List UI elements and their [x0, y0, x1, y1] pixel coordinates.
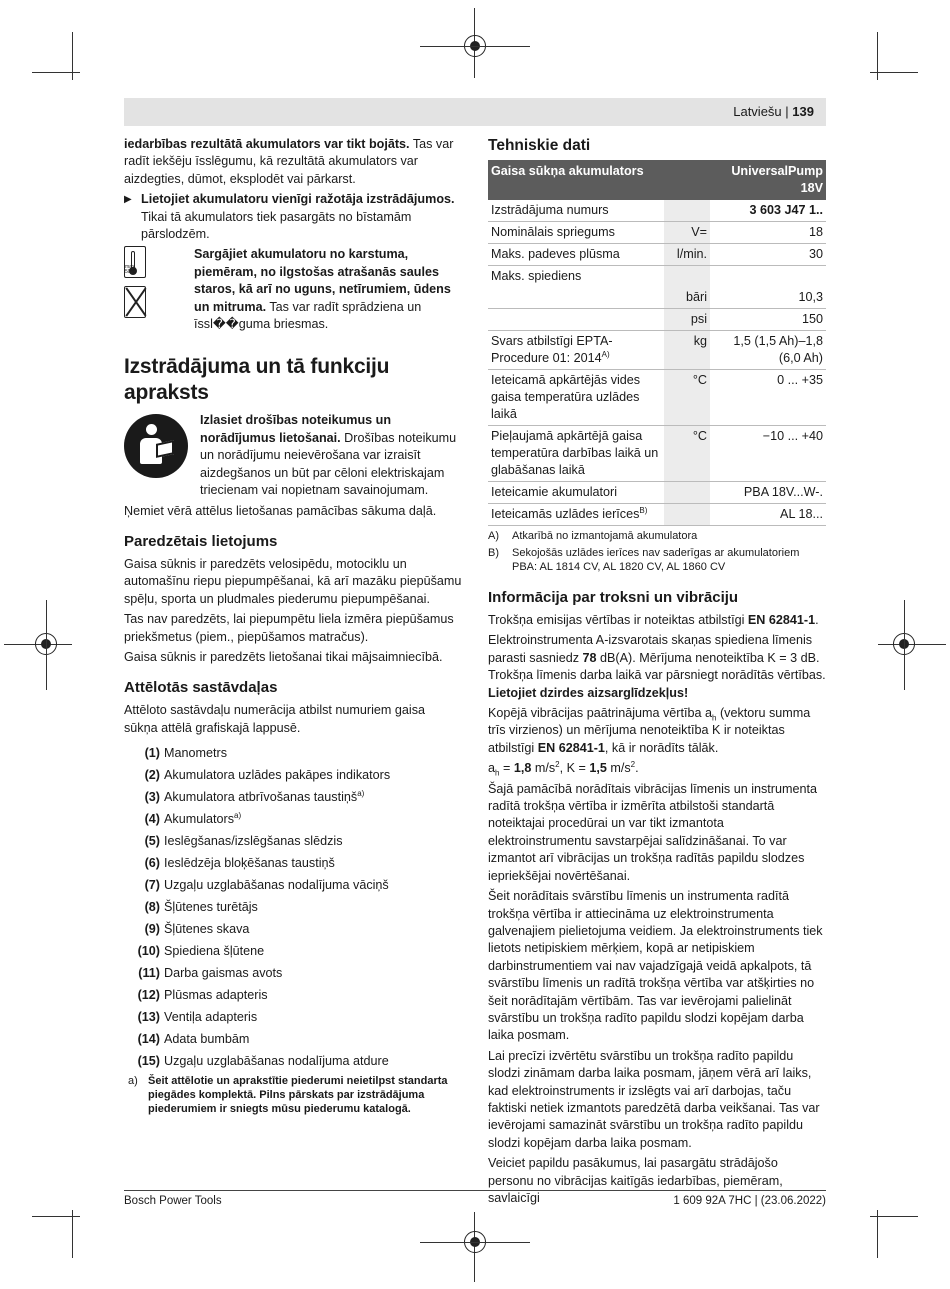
- tech-table-note: A) Atkarībā no izmantojamā akumulatora: [488, 530, 698, 542]
- vibration-extra-paragraph: Veiciet papildu pasākumus, lai pasargātu strādājošo personu no vibrācijas kaitīgās iedarbības, piemēram, savlaicīgi: [488, 1156, 783, 1205]
- no-water-icon: [124, 286, 146, 318]
- part-number: (3): [144, 790, 160, 805]
- read-manual-icon: [124, 414, 188, 478]
- tech-row-value: 30: [710, 244, 826, 266]
- parts-list-item: [124, 786, 462, 808]
- tech-row-value: PBA 18V...W-.: [710, 482, 826, 504]
- crop-mark-bottom-left: [72, 1210, 73, 1258]
- part-number: (14): [137, 1032, 160, 1047]
- tech-table-header: [488, 160, 826, 200]
- parts-list-item: [124, 1028, 462, 1050]
- usage-paragraph-2: Tas nav paredzēts, lai piepumpētu liela izmēra piepūšamus priekšmetus (piem., piepūšamos matračus).: [124, 612, 454, 644]
- tech-table-row: [488, 370, 826, 426]
- tech-row-label: [488, 287, 664, 309]
- tech-row-unit: [664, 482, 710, 504]
- tech-row-value: −10 ... +40: [710, 426, 826, 482]
- footer-doc-id: 1 609 92A 7HC | (23.06.2022): [673, 1195, 826, 1207]
- tech-table-notes: [488, 529, 826, 574]
- tech-table-row: [488, 244, 826, 266]
- noise-title: Informācija par troksni un vibrāciju: [488, 589, 739, 606]
- parts-footnote-text: Šeit attēlotie un aprakstītie piederumi neietilpst standarta piegādes komplektā. Pilns pārskats par izstrādājuma piederumiem ir sniegts mūsu piederumu katalogā.: [148, 1075, 448, 1116]
- vibration-main-paragraph: Šeit norādītais svārstību līmenis un instrumenta radītā trokšņa vērtība ir attiecināma uz elektroinstrumenta galvenajiem pielietojuma veidiem. Ja elektroinstruments tiek lietots netipiskiem mērķiem, kopā ar netipiskiem darbinstrumentiem vai nav vajadzīgajā veidā apkalpots, tā svārstību līmenis un radītā trokšņa vērtība var atšķirties no šeit norādītajām vērtībām. Tas var ievērojami palielināt svārstību un trokšņa radīto papildu slodzi kopējam darba laika posmam.: [488, 889, 823, 1043]
- parts-list-item: [124, 984, 462, 1006]
- vibration-values: $a_h = 1,8$ $m/s^2$, K = 1,5 $m/s^2$.: [488, 760, 639, 778]
- parts-list-item: [124, 764, 462, 786]
- part-label: Darba gaismas avots: [164, 966, 283, 981]
- part-label: Ieslēdzēja bloķēšanas taustiņš: [164, 856, 335, 871]
- part-label: Akumulatora atbrīvošanas taustiņš$^{a)}$: [164, 788, 365, 805]
- page-header: [124, 98, 826, 126]
- intro-paragraph: iedarbības rezultātā akumulators var tikt bojāts. Tas var radīt iekšēju īsslēgumu, kā rezultātā akumulators var aizdegties, dūmot, eksplodēt vai pārkarst.: [124, 137, 454, 186]
- tech-row-label: Ieteicamie akumulatori: [488, 482, 664, 504]
- part-number: (11): [138, 966, 160, 981]
- page-footer: [124, 1190, 826, 1210]
- crop-mark-bottom-right-h: [870, 1216, 918, 1217]
- registration-line-bottom-h: [420, 1242, 530, 1243]
- tech-row-unit: kg: [664, 331, 710, 370]
- tech-row-value: 150: [710, 309, 826, 331]
- vibration-level-paragraph: Šajā pamācībā norādītais vibrācijas līmenis un instrumenta radītā trokšņa vērtība ir izmērīta atbilstoši standartā noteiktajai procedūrai un var tikt izmantota elektroinstrumentu savstarpējai salīdzināšanai. To var izmantot arī vibrācijas un trokšņa radītās papildu slodzes iepriekšējai novērtēšanai.: [488, 781, 817, 883]
- parts-intro: Attēloto sastāvdaļu numerācija atbilst numuriem gaisa sūkņa attēlā grafiskajā lappusē.: [124, 703, 426, 735]
- parts-footnote: [124, 1074, 462, 1116]
- part-label: Šļūtenes skava: [164, 922, 250, 937]
- part-number: (13): [137, 1010, 160, 1025]
- tech-table-product: Gaisa sūkņa akumulators: [488, 160, 710, 200]
- tech-row-value: 1,5 (1,5 Ah)–1,8 (6,0 Ah): [710, 331, 826, 370]
- temperature-icon: [124, 246, 146, 278]
- part-label: Spiediena šļūtene: [164, 944, 265, 959]
- tech-row-label: Nominālais spriegums: [488, 222, 664, 244]
- parts-list-item: [124, 808, 462, 830]
- part-number: (1): [144, 746, 160, 761]
- parts-list-item: [124, 896, 462, 918]
- usage-paragraph-3: Gaisa sūknis ir paredzēts lietošanai tikai mājsaimniecībā.: [124, 649, 443, 664]
- read-instructions-block: [124, 412, 462, 502]
- parts-list: [124, 742, 462, 1072]
- header-separator: |: [785, 104, 789, 119]
- usage-paragraph-1: Gaisa sūknis ir paredzēts velosipēdu, motociklu un automašīnu riepu piepumpēšanai, kā arī mazāku piepūšamu spēļu, sporta un pludmales piederumu piepumpēšanai.: [124, 556, 462, 606]
- parts-list-item: [124, 1050, 462, 1072]
- tech-table-row: [488, 331, 826, 370]
- part-number: (2): [144, 768, 160, 783]
- parts-list-item: [124, 918, 462, 940]
- temperature-icon-caption: max. 50°C: [125, 264, 137, 276]
- header-text: [733, 103, 814, 120]
- tech-table-row: [488, 200, 826, 222]
- vibration-paragraph: Kopējā vibrācijas paātrinājuma vērtība $a_h$ (vektoru summa trīs virzienos) un mērījuma nenoteiktība K ir noteiktas atbilstīgi EN 62841-1, kā ir norādīts tālāk.: [488, 706, 811, 755]
- crop-mark-top-right-h: [870, 72, 918, 73]
- parts-list-item: [124, 874, 462, 896]
- parts-list-item: [124, 742, 462, 764]
- crop-mark-bottom-left-h: [32, 1216, 80, 1217]
- bullet-arrow-icon: ▶: [124, 194, 132, 206]
- tech-table-row: [488, 266, 826, 288]
- header-language: Latviešu: [733, 104, 782, 119]
- read-instructions-text: Izlasiet drošības noteikumus un norādījumus lietošanai. Drošības noteikumu un norādījumu neievērošana var izraisīt aizdegšanos un būt par cēloni elektriskajam triecienam vai nopietnam savainojumam.: [200, 413, 457, 498]
- parts-list-item: [124, 962, 462, 984]
- part-label: Plūsmas adapteris: [164, 988, 268, 1003]
- part-number: (7): [144, 878, 160, 893]
- right-column: [488, 136, 826, 1210]
- parts-list-item: [124, 1006, 462, 1028]
- part-label: Akumulatora uzlādes pakāpes indikators: [164, 768, 391, 783]
- parts-list-item: [124, 830, 462, 852]
- tech-title: Tehniskie dati: [488, 137, 591, 154]
- part-number: (4): [144, 812, 160, 827]
- tech-row-label: Ieteicamā apkārtējās vides gaisa temperatūra uzlādes laikā: [488, 370, 664, 426]
- registration-line-right-v: [904, 600, 905, 690]
- parts-title: Attēlotās sastāvdaļas: [124, 679, 278, 697]
- part-number: (6): [144, 856, 160, 871]
- left-column: [124, 136, 462, 1116]
- vibration-precise-paragraph: Lai precīzi izvērtētu svārstību un trokšņa radīto papildu slodzi zināmam darba laika posmam, jāņem vērā arī laiks, kad elektroinstruments ir izslēgts vai arī darbojas, taču faktiski netiek izmantots paredzētā darba veikšanai. Tas var ievērojami samazināt svārstību un trokšņa radīto papildu slodzi kopējam darba laika posmam.: [488, 1048, 820, 1150]
- part-label: Ventiļa adapteris: [164, 1010, 258, 1025]
- registration-line-top-h: [420, 46, 530, 47]
- parts-list-item: [124, 940, 462, 962]
- part-number: (8): [144, 900, 160, 915]
- part-label: Adata bumbām: [164, 1032, 250, 1047]
- tech-row-label: Maks. padeves plūsma: [488, 244, 664, 266]
- registration-line-left-v: [46, 600, 47, 690]
- noise-paragraph-1: Trokšņa emisijas vērtības ir noteiktas atbilstīgi EN 62841-1.: [488, 613, 819, 627]
- tech-row-unit: [664, 200, 710, 222]
- crop-mark-top-left-h: [32, 72, 80, 73]
- tech-row-label: [488, 309, 664, 331]
- tech-row-unit: l/min.: [664, 244, 710, 266]
- tech-table-row: [488, 309, 826, 331]
- part-label: Uzgaļu uzglabāšanas nodalījuma vāciņš: [164, 878, 389, 893]
- part-number: (5): [144, 834, 160, 849]
- tech-row-unit: [664, 266, 710, 288]
- noise-paragraph-2: Elektroinstrumenta A-izsvarotais skaņas spiediena līmenis parasti sasniedz 78 dB(A). Mērījuma nenoteiktība K = 3 dB. Trokšņa līmenis darba laikā var pārsniegt norādītās vērtības. Lietojiet dzirdes aizsarglīdzekļus!: [488, 633, 826, 700]
- tech-row-unit: bāri: [664, 287, 710, 309]
- part-label: Uzgaļu uzglabāšanas nodalījuma atdure: [164, 1054, 389, 1069]
- tech-row-label: Ieteicamās uzlādes ierīces$^{B)}$: [488, 504, 664, 526]
- tech-table-row: [488, 222, 826, 244]
- tech-table: [488, 160, 826, 526]
- part-number: (9): [144, 922, 160, 937]
- footer-brand: Bosch Power Tools: [124, 1195, 222, 1207]
- part-number: (12): [137, 988, 160, 1003]
- tech-row-value: 0 ... +35: [710, 370, 826, 426]
- part-label: Akumulators$^{a)}$: [164, 810, 242, 827]
- tech-row-unit: °C: [664, 426, 710, 482]
- parts-footnote-key: a): [128, 1075, 138, 1088]
- parts-list-item: [124, 852, 462, 874]
- tech-table-row: [488, 287, 826, 309]
- part-number: (10): [137, 944, 160, 959]
- heat-warning-text: Sargājiet akumulatoru no karstuma, piemēram, no ilgstošas atrašanās saules staros, kā arī no uguns, netīrumiem, ūdens un mitruma. Tas var radīt sprādziena un īssl��guma briesmas.: [194, 247, 451, 332]
- tech-row-value: [710, 266, 826, 288]
- section-title: Izstrādājuma un tā funkciju apraksts: [124, 355, 390, 405]
- part-number: (15): [137, 1054, 160, 1069]
- attention-note: Ņemiet vērā attēlus lietošanas pamācības sākuma daļā.: [124, 503, 437, 518]
- tech-row-label: Maks. spiediens: [491, 269, 582, 283]
- warning-icons: [124, 246, 194, 336]
- page-number: 139: [792, 104, 814, 119]
- tech-table-row: [488, 426, 826, 482]
- part-label: Ieslēgšanas/izslēgšanas slēdzis: [164, 834, 343, 849]
- tech-row-value: AL 18...: [710, 504, 826, 526]
- heat-warning: [124, 246, 462, 336]
- crop-mark-bottom-right: [877, 1210, 878, 1258]
- tech-table-note: B) Sekojošās uzlādes ierīces nav saderīgas ar akumulatoriem PBA: AL 1814 CV, AL 1820 CV, AL 1860 CV: [488, 547, 800, 573]
- part-label: Manometrs: [164, 746, 227, 761]
- tech-row-value: 18: [710, 222, 826, 244]
- tech-row-unit: [664, 504, 710, 526]
- tech-row-value: 3 603 J47 1..: [710, 200, 826, 222]
- tech-row-unit: psi: [664, 309, 710, 331]
- tech-table-row: [488, 482, 826, 504]
- tech-table-row: [488, 504, 826, 526]
- tech-row-unit: V=: [664, 222, 710, 244]
- usage-title: Paredzētais lietojums: [124, 532, 278, 550]
- part-label: Šļūtenes turētājs: [164, 900, 258, 915]
- tech-row-value: 10,3: [710, 287, 826, 309]
- tech-row-label: Izstrādājuma numurs: [488, 200, 664, 222]
- tech-row-unit: °C: [664, 370, 710, 426]
- tech-row-label: Pieļaujamā apkārtējā gaisa temperatūra darbības laikā un glabāšanas laikā: [488, 426, 664, 482]
- tech-row-label: Svars atbilstīgi EPTA-Procedure 01: $2014^{A)}$: [488, 331, 664, 370]
- tech-table-model: UniversalPump 18V: [710, 160, 826, 200]
- bullet-manufacturer: ▶ Lietojiet akumulatoru vienīgi ražotāja izstrādājumos. Tikai tā akumulators tiek pasargāts no bīstamām pārslodzēm.: [124, 192, 455, 242]
